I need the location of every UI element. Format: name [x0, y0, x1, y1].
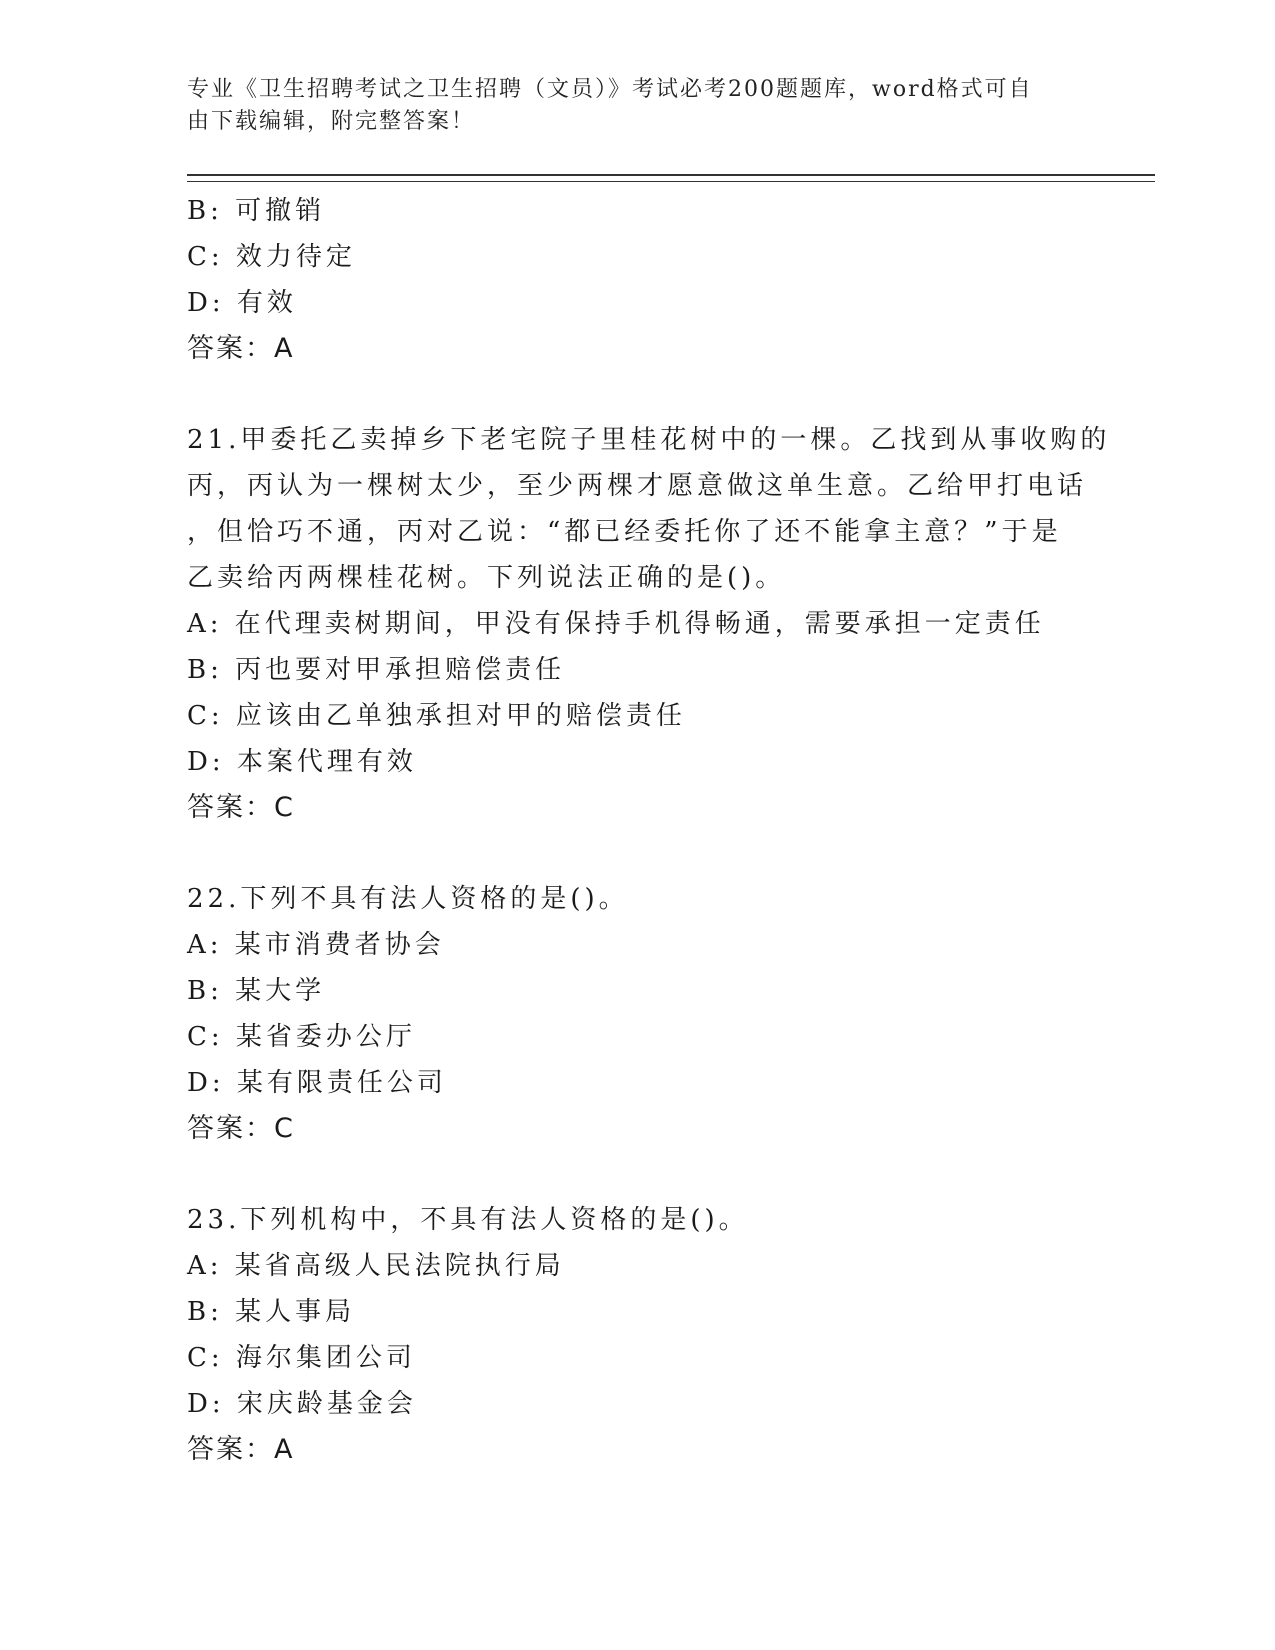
header-line-2: 由下载编辑，附完整答案！	[187, 109, 476, 134]
question-text-line: 21.甲委托乙卖掉乡下老宅院子里桂花树中的一棵。乙找到从事收购的	[187, 425, 1111, 455]
page-header	[187, 74, 1067, 138]
question-text-line: 23.下列机构中，不具有法人资格的是()。	[187, 1205, 749, 1235]
option-b: B: 可撤销	[187, 196, 326, 226]
option-d: D: 有效	[187, 288, 297, 318]
option-c: C: 效力待定	[187, 242, 356, 272]
question-list	[187, 188, 1111, 1473]
option-c: C: 应该由乙单独承担对甲的赔偿责任	[187, 701, 686, 731]
header-rule-thick	[187, 174, 1155, 176]
answer-line: 答案：A	[187, 333, 295, 364]
option-c: C: 某省委办公厅	[187, 1022, 416, 1052]
option-b: B: 丙也要对甲承担赔偿责任	[187, 655, 566, 685]
option-a: A: 某省高级人民法院执行局	[187, 1251, 565, 1281]
answer-line: 答案：C	[187, 792, 295, 823]
question-text-line: 乙卖给丙两棵桂花树。下列说法正确的是()。	[187, 563, 786, 593]
question-text-line: 22.下列不具有法人资格的是()。	[187, 884, 629, 914]
option-d: D: 某有限责任公司	[187, 1068, 447, 1098]
question-block-21	[187, 417, 1111, 831]
option-a: A: 某市消费者协会	[187, 930, 445, 960]
question-block-23	[187, 1197, 1087, 1473]
option-a: A: 在代理卖树期间，甲没有保持手机得畅通，需要承担一定责任	[187, 609, 1045, 639]
header-rule-thin	[187, 181, 1155, 182]
spacer	[187, 372, 1087, 417]
question-block-22	[187, 876, 1087, 1152]
option-c: C: 海尔集团公司	[187, 1343, 416, 1373]
question-text-line: ，但恰巧不通，丙对乙说：“都已经委托你了还不能拿主意？”于是	[187, 517, 1062, 547]
answer-line: 答案：A	[187, 1434, 295, 1465]
answer-line: 答案：C	[187, 1113, 295, 1144]
spacer	[187, 1152, 1087, 1197]
question-block-20	[187, 188, 1087, 372]
header-line-1: 专业《卫生招聘考试之卫生招聘（文员）》考试必考200题题库，word格式可自	[187, 77, 1033, 102]
option-b: B: 某大学	[187, 976, 326, 1006]
option-b: B: 某人事局	[187, 1297, 356, 1327]
question-text-line: 丙，丙认为一棵树太少，至少两棵才愿意做这单生意。乙给甲打电话	[187, 471, 1088, 501]
option-d: D: 本案代理有效	[187, 747, 417, 777]
option-d: D: 宋庆龄基金会	[187, 1389, 417, 1419]
spacer	[187, 831, 1087, 876]
